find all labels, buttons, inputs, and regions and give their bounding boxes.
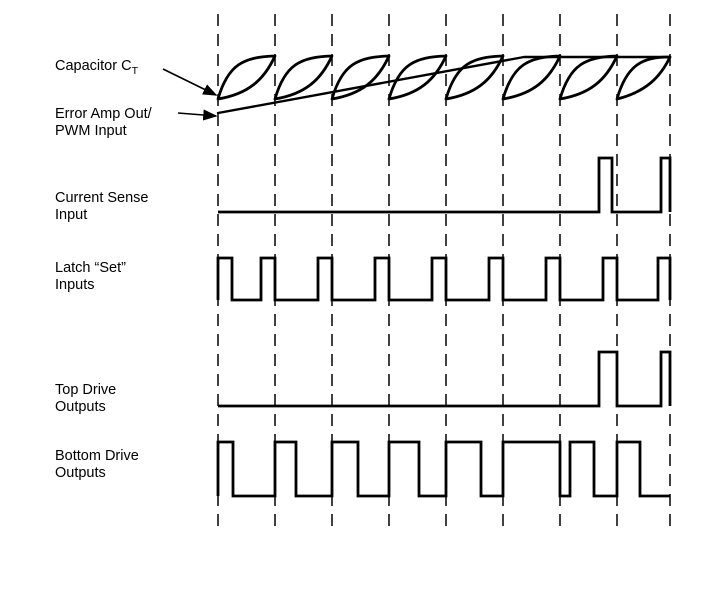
label-bottom-drive-line2: Outputs — [55, 465, 106, 481]
label-latch-set-inputs — [55, 260, 126, 294]
label-top-drive-outputs — [55, 382, 116, 416]
label-capacitor-ct-text: Capacitor C — [55, 58, 132, 74]
label-latch-set-line2: Inputs — [55, 277, 95, 293]
label-current-sense-line2: Input — [55, 207, 88, 223]
label-bottom-drive-outputs — [55, 448, 139, 482]
label-current-sense-line1: Current Sense — [55, 190, 149, 206]
label-error-amp-out — [55, 106, 152, 140]
label-error-amp-line2: PWM Input — [55, 123, 127, 139]
label-current-sense-input — [55, 190, 149, 224]
label-latch-set-line1: Latch “Set” — [55, 260, 126, 276]
label-error-amp-line1: Error Amp Out/ — [55, 106, 152, 122]
label-capacitor-ct — [55, 58, 138, 80]
label-capacitor-ct-subscript: T — [131, 64, 138, 77]
label-bottom-drive-line1: Bottom Drive — [55, 448, 139, 464]
label-top-drive-line1: Top Drive — [55, 382, 117, 398]
label-top-drive-line2: Outputs — [55, 399, 106, 415]
